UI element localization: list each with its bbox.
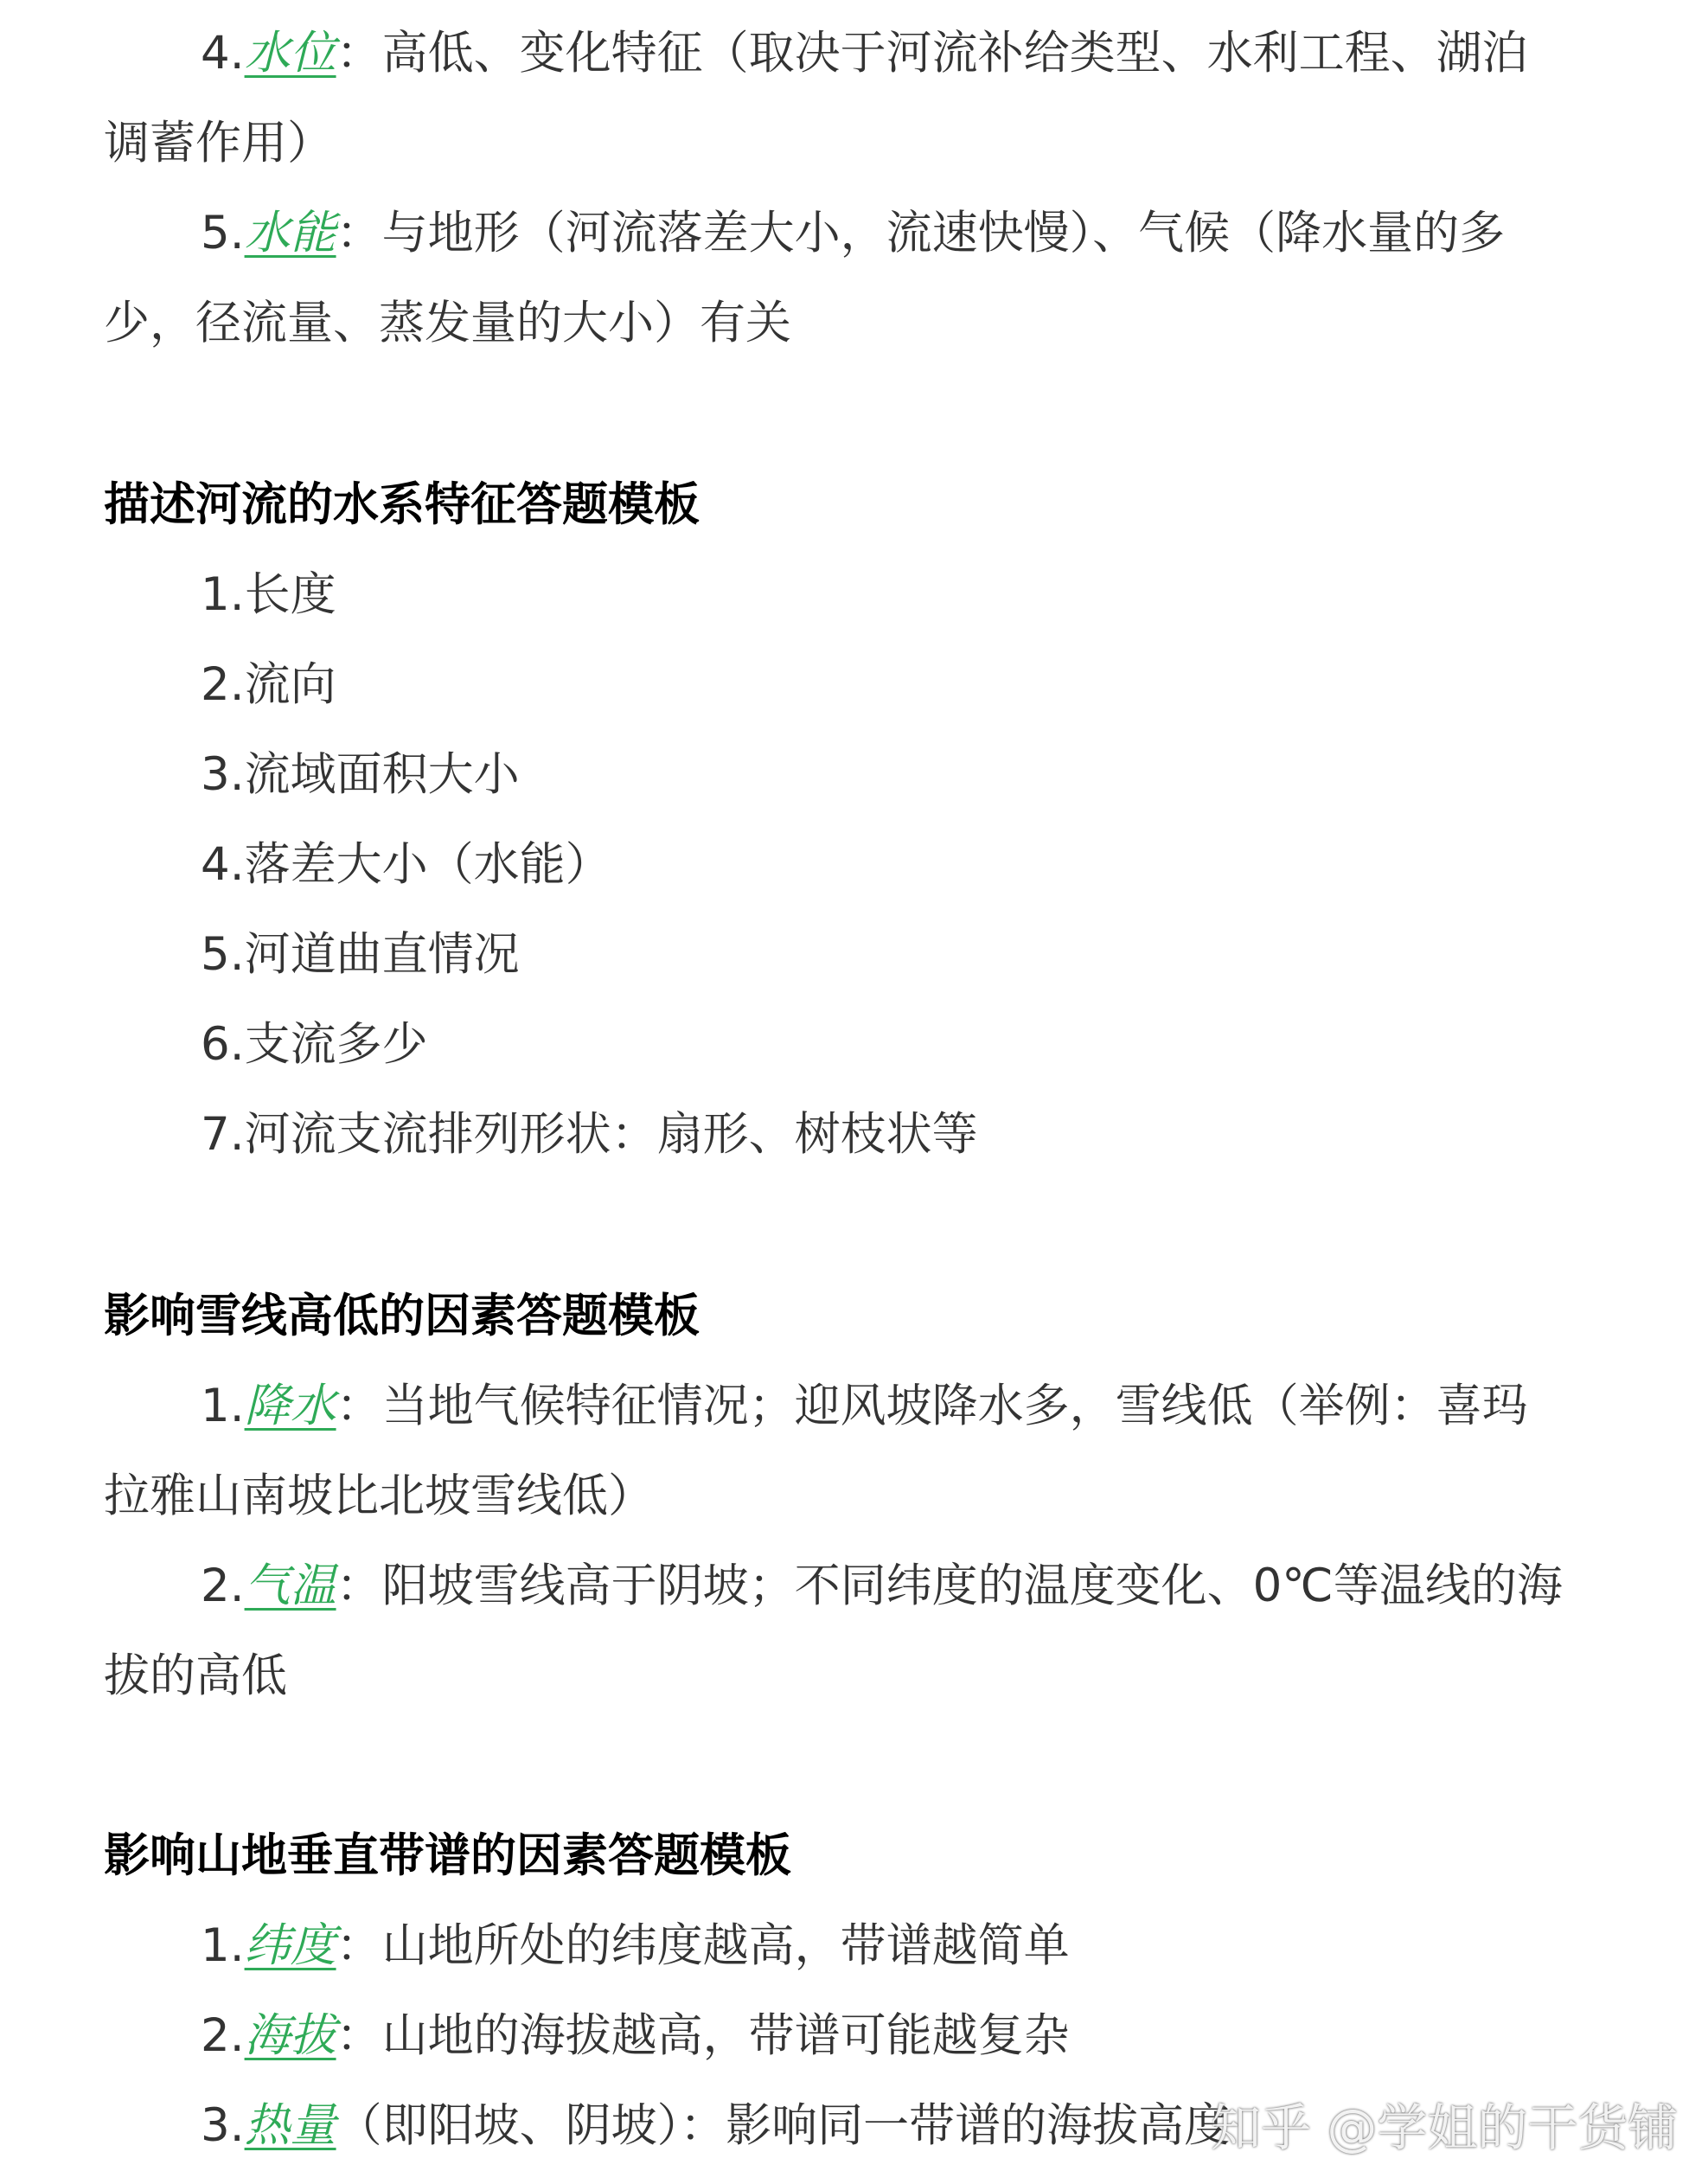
item-number: 2. — [201, 2009, 245, 2062]
list-item: 1.长度 — [201, 568, 336, 621]
section-heading: 描述河流的水系特征答题模板 — [104, 478, 700, 531]
keyword-link[interactable]: 气温 — [244, 1560, 336, 1612]
paragraph-continuation: 拉雅山南坡比北坡雪线低） — [104, 1470, 654, 1522]
paragraph-continuation: 调蓄作用） — [104, 117, 333, 170]
list-item: 5.河道曲直情况 — [201, 928, 520, 981]
item-number: 5. — [201, 207, 245, 259]
section-heading: 影响山地垂直带谱的因素答题模板 — [104, 1829, 791, 1882]
item-text: （即阳坡、阴坡）：影响同一带谱的海拔高度 — [336, 2099, 1231, 2152]
paragraph-latitude — [201, 1918, 1070, 1974]
item-number: 1. — [201, 1380, 245, 1432]
item-text: ：当地气候特征情况；迎风坡降水多，雪线低（举例：喜玛 — [336, 1380, 1528, 1432]
paragraph-heat — [201, 2098, 1230, 2154]
paragraph-water-energy — [201, 206, 1505, 261]
keyword-link[interactable]: 水位 — [244, 27, 336, 80]
paragraph-water-level — [201, 26, 1528, 81]
watermark: 知乎 @学姐的干货铺 — [1211, 2098, 1679, 2157]
keyword-link[interactable]: 海拔 — [244, 2009, 336, 2062]
keyword-link[interactable]: 降水 — [244, 1380, 336, 1432]
list-item: 3.流域面积大小 — [201, 748, 520, 801]
item-text: ：山地所处的纬度越高，带谱越简单 — [336, 1919, 1070, 1972]
paragraph-temperature — [201, 1559, 1563, 1614]
paragraph-precipitation — [201, 1379, 1528, 1434]
keyword-link[interactable]: 热量 — [244, 2099, 336, 2152]
keyword-link[interactable]: 水能 — [244, 207, 336, 259]
list-item: 2.流向 — [201, 658, 336, 711]
item-number: 1. — [201, 1919, 245, 1972]
item-text: ：山地的海拔越高，带谱可能越复杂 — [336, 2009, 1070, 2062]
list-item: 6.支流多少 — [201, 1018, 428, 1071]
paragraph-altitude — [201, 2008, 1070, 2064]
item-number: 4. — [201, 27, 245, 80]
item-text: ：与地形（河流落差大小，流速快慢）、气候（降水量的多 — [336, 207, 1506, 259]
keyword-link[interactable]: 纬度 — [244, 1919, 336, 1972]
section-heading: 影响雪线高低的因素答题模板 — [104, 1290, 700, 1342]
item-text: ：阳坡雪线高于阴坡；不同纬度的温度变化、0℃等温线的海 — [336, 1560, 1563, 1612]
item-number: 2. — [201, 1560, 245, 1612]
list-item: 7.河流支流排列形状：扇形、树枝状等 — [201, 1108, 978, 1161]
item-number: 3. — [201, 2099, 245, 2152]
item-text: ：高低、变化特征（取决于河流补给类型、水利工程、湖泊 — [336, 27, 1528, 80]
paragraph-continuation: 拔的高低 — [104, 1649, 287, 1702]
list-item: 4.落差大小（水能） — [201, 838, 611, 891]
paragraph-continuation: 少，径流量、蒸发量的大小）有关 — [104, 297, 791, 349]
